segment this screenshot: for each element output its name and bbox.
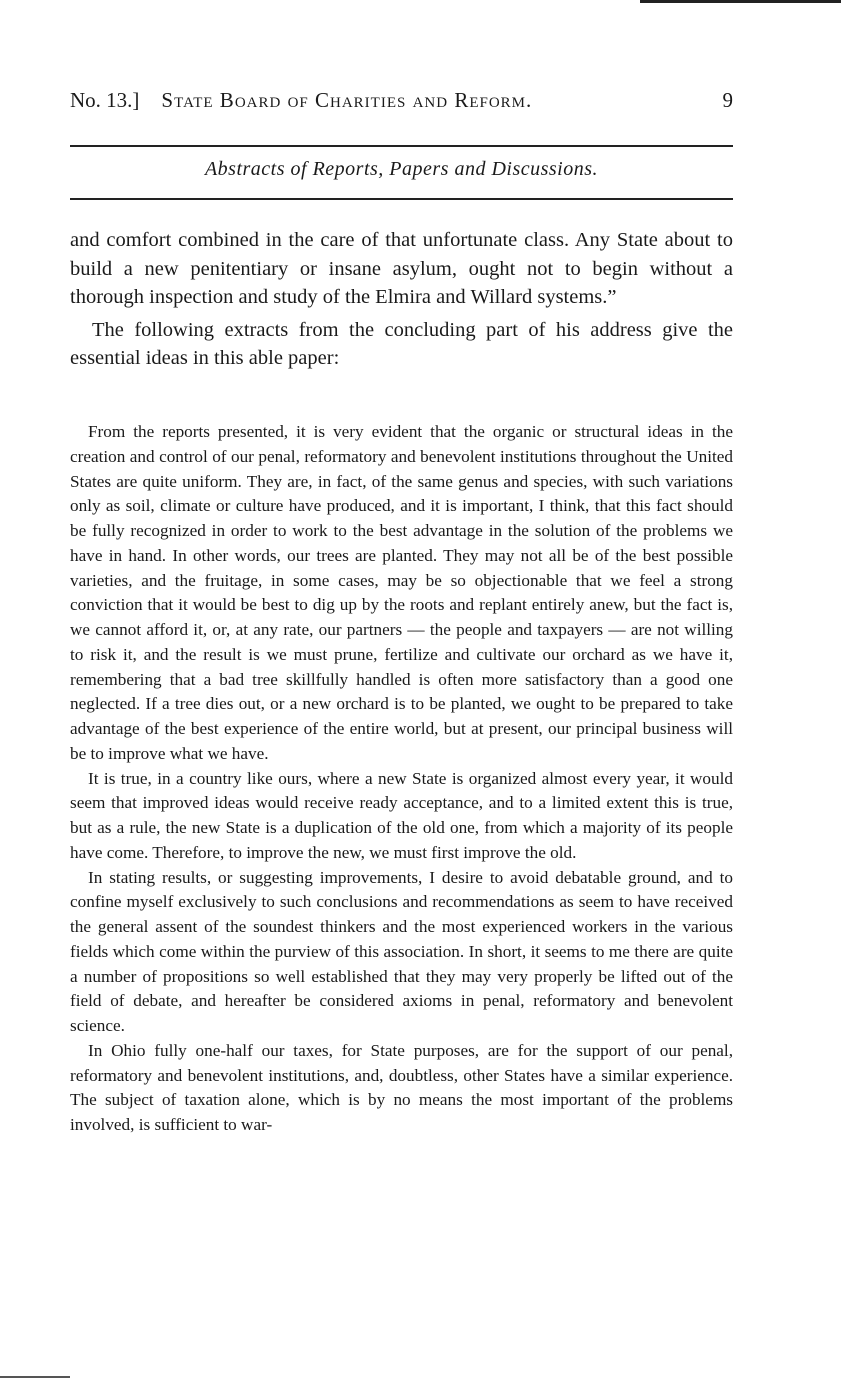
page-number: 9: [722, 88, 733, 112]
intro-paragraph: and comfort combined in the care of that unfortunate class. Any State about to build a new penitentiary or insane asylum, ought not to begin without a thorough inspection and study of the Elmira and Willard systems.”: [70, 229, 733, 308]
running-header: [70, 88, 733, 118]
extract-paragraph: In stating results, or suggesting improvements, I desire to avoid debatable ground, and to confine myself exclusively to such conclusions and recommendations as seem to have received the general assent of the soundest thinkers and the most experienced workers in the various fields which come within the purview of this association. In short, it seems to me there are quite a number of propositions so well established that they may very properly be lifted out of the field of debate, and hereafter be considered axioms in penal, reformatory and benevolent science.: [70, 867, 733, 1035]
scan-edge-line: [640, 0, 841, 3]
scan-edge-line: [0, 1376, 70, 1378]
header-rule-bottom: [70, 198, 733, 200]
extract-paragraph: It is true, in a country like ours, where a new State is organized almost every year, it would seem that improved ideas would receive ready acceptance, and to a limited extent this is true, but as a rule, the new State is a duplication of the old one, from which a majority of its people have come. Therefore, to improve the new, we must first improve the old.: [70, 768, 733, 862]
quoted-extract: [70, 420, 733, 1138]
publication-title: State Board of Charities and Reform.: [161, 88, 533, 112]
section-heading: Abstracts of Reports, Papers and Discussions.: [204, 158, 599, 180]
extract-paragraph: From the reports presented, it is very evident that the organic or structural ideas in the creation and control of our penal, reformatory and benevolent institutions throughout the United States are quite uniform. They are, in fact, of the same genus and species, with such variations only as soil, climate or culture have produced, and it is important, I think, that this fact should be fully recognized in order to work to the best advantage in the solution of the problems we have in hand. In other words, our trees are planted. They may not all be of the best possible varieties, and the fruitage, in some cases, may be so objectionable that we feel a strong conviction that it would be best to dig up by the roots and replant entirely anew, but the fact is, we cannot afford it, or, at any rate, our partners — the people and taxpayers — are not willing to risk it, and the result is we must prune, fertilize and cultivate our orchard as we have it, remembering that a bad tree skillfully handled is often more satisfactory than a good one neglected. If a tree dies out, or a new orchard is to be planted, we ought to be prepared to take advantage of the best experience of the entire world, but at present, our principal business will be to improve what we have.: [70, 422, 733, 763]
intro-paragraph: The following extracts from the concluding part of his address give the essential ideas in this able paper:: [70, 318, 733, 369]
intro-text: [70, 226, 733, 373]
issue-number: No. 13.]: [70, 88, 140, 112]
extract-paragraph: In Ohio fully one-half our taxes, for State purposes, are for the support of our penal, reformatory and benevolent institutions, and, doubtless, other States have a similar experience. The subject of taxation alone, which is by no means the most important of the problems involved, is sufficient to war-: [70, 1040, 733, 1134]
header-rule-top: [70, 145, 733, 147]
